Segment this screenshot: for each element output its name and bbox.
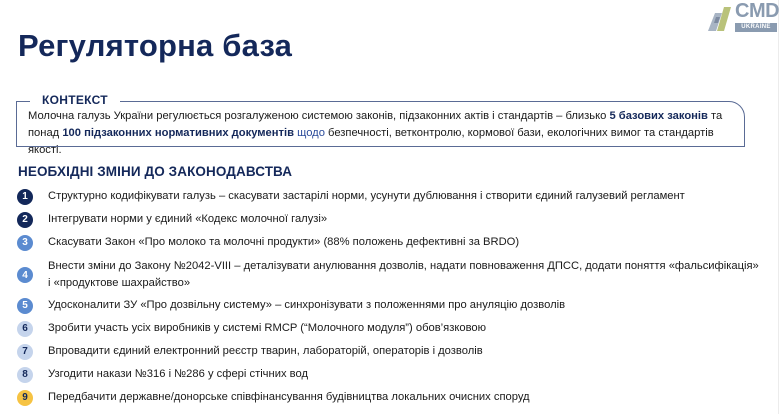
list-item-text: Передбачити державне/донорське співфінансування будівництва локальних очисних споруд	[48, 391, 530, 403]
slide-edge-divider	[778, 0, 779, 414]
number-badge: 8	[17, 367, 33, 383]
number-badge: 1	[17, 189, 33, 205]
context-text-part: Молочна галузь України регулюється розгалуженою системою законів, підзаконних актів і стандартів – близько	[28, 110, 610, 122]
context-text	[28, 108, 743, 159]
context-highlight-bylaws: 100 підзаконних нормативних документів	[62, 127, 295, 139]
list-item	[17, 258, 759, 292]
list-item	[17, 211, 327, 228]
list-item-text: Інтегрувати норми у єдиний «Кодекс молочної галузі»	[48, 213, 328, 225]
logo-subtitle: UKRAINE	[735, 23, 777, 32]
section-title: НЕОБХІДНІ ЗМІНИ ДО ЗАКОНОДАВСТВА	[18, 164, 293, 179]
number-badge: 2	[17, 212, 33, 228]
list-item-text-line: Внести зміни до Закону №2042-VIII – деталізувати анулювання дозволів, надати повноваження ДПСС, додати поняття «фальсифікація»	[48, 260, 759, 272]
list-item-text: Зробити участь усіх виробників у системі RMCP (“Молочного модуля”) обов’язковою	[48, 322, 487, 334]
list-item-text: Впровадити єдиний електронний реєстр тварин, лабораторій, операторів і дозволів	[48, 345, 483, 357]
number-badge: 7	[17, 344, 33, 360]
list-item-text: Узгодити накази №316 і №286 у сфері стічних вод	[48, 368, 308, 380]
cmd-ukraine-logo	[706, 0, 780, 33]
logo-text: CMD	[735, 0, 780, 22]
list-item	[17, 343, 483, 360]
context-highlight-base-laws: 5 базових законів	[609, 110, 708, 122]
list-item	[17, 389, 530, 406]
number-badge: 9	[17, 390, 33, 406]
list-item-text: Скасувати Закон «Про молоко та молочні продукти» (88% положень дефективні за BRDO)	[48, 236, 520, 248]
number-badge: 5	[17, 298, 33, 314]
context-text-part: та понад	[28, 110, 723, 139]
list-item-text-line: і «продуктове шахрайство»	[48, 277, 191, 289]
page-title: Регуляторна база	[18, 28, 293, 63]
context-text-part: безпечності, ветконтролю, кормової бази, екологічних вимог та стандартів якості.	[28, 127, 714, 156]
list-item	[17, 234, 519, 251]
logo-slash-icon	[706, 5, 732, 31]
list-item-text	[48, 258, 759, 292]
list-item	[17, 366, 308, 383]
list-item	[17, 320, 486, 337]
list-item	[17, 297, 565, 314]
list-item	[17, 188, 685, 205]
number-badge: 6	[17, 321, 33, 337]
number-badge: 4	[17, 267, 33, 283]
number-badge: 3	[17, 235, 33, 251]
list-item-text: Структурно кодифікувати галузь – скасувати застарілі норми, усунути дублювання і створити єдиний галузевий регламент	[48, 190, 685, 202]
context-label: КОНТЕКСТ	[30, 93, 120, 107]
context-accent-word: щодо	[297, 127, 325, 139]
list-item-text: Удосконалити ЗУ «Про дозвільну систему» – синхронізувати з положеннями про ануляцію дозволів	[48, 299, 566, 311]
